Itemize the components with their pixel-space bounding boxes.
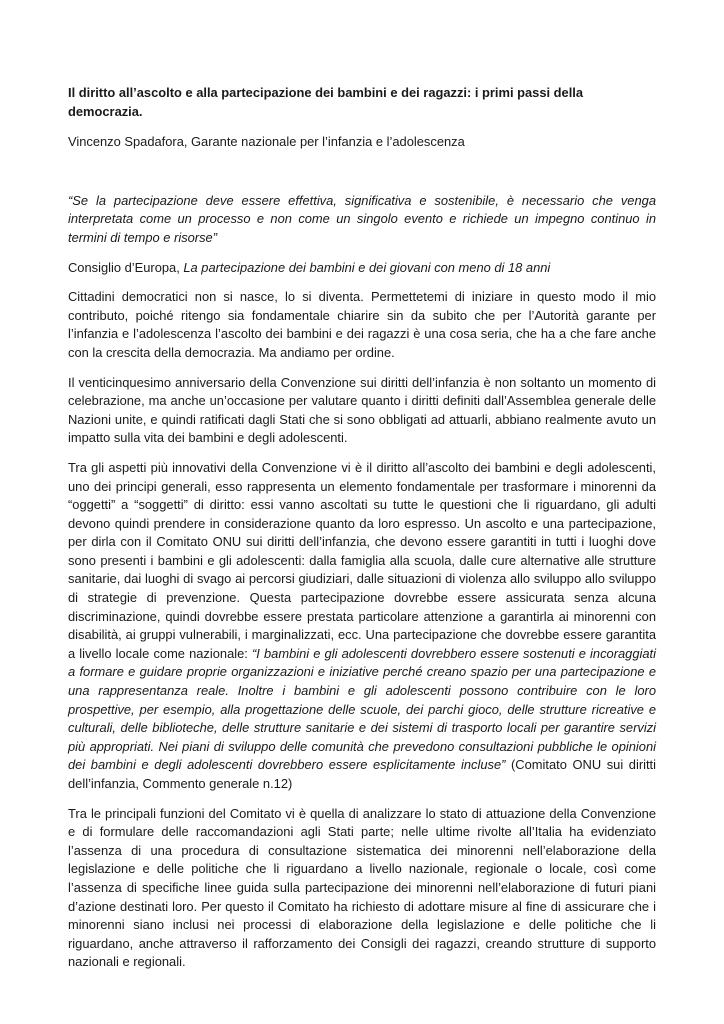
paragraph-3 [68, 459, 656, 794]
document-page [68, 84, 656, 983]
source-title: La partecipazione dei bambini e dei giovani con meno di 18 anni [183, 259, 551, 275]
paragraph-2: Il venticinquesimo anniversario della Convenzione sui diritti dell’infanzia è non soltanto un momento di celebrazione, ma anche un’occasione per valutare quanto i diritti definiti dall’Assemblea generale delle Nazioni unite, e quindi ratificati dagli Stati che si sono obbligati ad attuarli, abbiano realmente avuto un impatto sulla vita dei bambini e degli adolescenti. [68, 374, 656, 446]
paragraph-3-quote: “I bambini e gli adolescenti dovrebbero essere sostenuti e incoraggiati a formare e guidare proprie organizzazioni e iniziative perché creano spazio per una partecipazione e una rappresentanza reale. Inoltre i bambini e gli adolescenti possono contribuire con le loro prospettive, per esempio, alla progettazione delle scuole, dei parchi gioco, delle strutture ricreative e culturali, delle biblioteche, delle strutture sanitarie e dei sistemi di trasporto locali per garantire servizi più appropriati. Nei piani di sviluppo delle comunità che prevedono consultazioni pubbliche le opinioni dei bambini e degli adolescenti dovrebbero essere esplicitamente incluse” [68, 645, 656, 773]
document-author: Vincenzo Spadafora, Garante nazionale per l’infanzia e l’adolescenza [68, 134, 465, 150]
paragraph-4: Tra le principali funzioni del Comitato vi è quella di analizzare lo stato di attuazione della Convenzione e di formulare delle raccomandazioni agli Stati parte; nelle ultime rivolte all’Italia ha evidenziato l’assenza di una procedura di consultazione sistematica dei minorenni nell’elaborazione della legislazione e delle politiche che li riguardano a livello nazionale, regionale o locale, così come l’assenza di specifiche linee guida sulla partecipazione dei minorenni nell’elaborazione di futuri piani d’azione destinati loro. Per questo il Comitato ha richiesto di adottare misure al fine di assicurare che i minorenni siano inclusi nei processi di elaborazione della legislazione e delle politiche che li riguardano, anche attraverso il rafforzamento dei Consigli dei ragazzi, creando strutture di supporto nazionali e regionali. [68, 805, 656, 970]
epigraph-source [68, 259, 656, 278]
paragraph-1: Cittadini democratici non si nasce, lo si diventa. Permettetemi di iniziare in questo modo il mio contributo, poiché ritengo sia fondamentale chiarire sin da subito che per l’Autorità garante per l’infanzia e l’adolescenza l’ascolto dei bambini e dei ragazzi è una cosa seria, che ha a che fare anche con la crescita della democrazia. Ma andiamo per ordine. [68, 289, 656, 360]
epigraph-quote: “Se la partecipazione deve essere effettiva, significativa e sostenibile, è necessario che venga interpretata come un processo e non come un singolo evento e richiede un impegno continuo in termini di tempo e risorse” [68, 192, 656, 245]
document-title: Il diritto all’ascolto e alla partecipazione dei bambini e dei ragazzi: i primi passi della democrazia. [68, 85, 584, 119]
paragraph-3-citation: (Comitato ONU sui diritti dell’infanzia, Commento generale n.12) [68, 757, 656, 791]
paragraph-3-text: Tra gli aspetti più innovativi della Convenzione vi è il diritto all’ascolto dei bambini e degli adolescenti, uno dei principi generali, esso rappresenta un elemento fondamentale per trasformare i minorenni da “oggetti” a “soggetti” di diritto: essi vanno ascoltati su tutte le questioni che li riguardano, gli adulti devono quindi prendere in considerazione quanto da loro espresso. Un ascolto e una partecipazione, per dirla con il Comitato ONU sui diritti dell’infanzia, che devono essere garantiti in tutti i luoghi dove sono presenti i bambini e gli adolescenti: dalla famiglia alla scuola, dalle cure alternative alle strutture sanitarie, dai luoghi di svago ai percorsi giudiziari, dalle situazioni di violenza allo sviluppo allo sviluppo di strategie di prevenzione. Questa partecipazione dovrebbe essere assicurata senza alcuna discriminazione, quindi dovrebbe essere prestata particolare attenzione a garantirla ai minorenni con disabilità, ai gruppi vulnerabili, i marginalizzati, ecc. Una partecipazione che dovrebbe essere garantita a livello locale come nazionale: [68, 459, 656, 661]
source-prefix: Consiglio d’Europa, [68, 259, 184, 275]
